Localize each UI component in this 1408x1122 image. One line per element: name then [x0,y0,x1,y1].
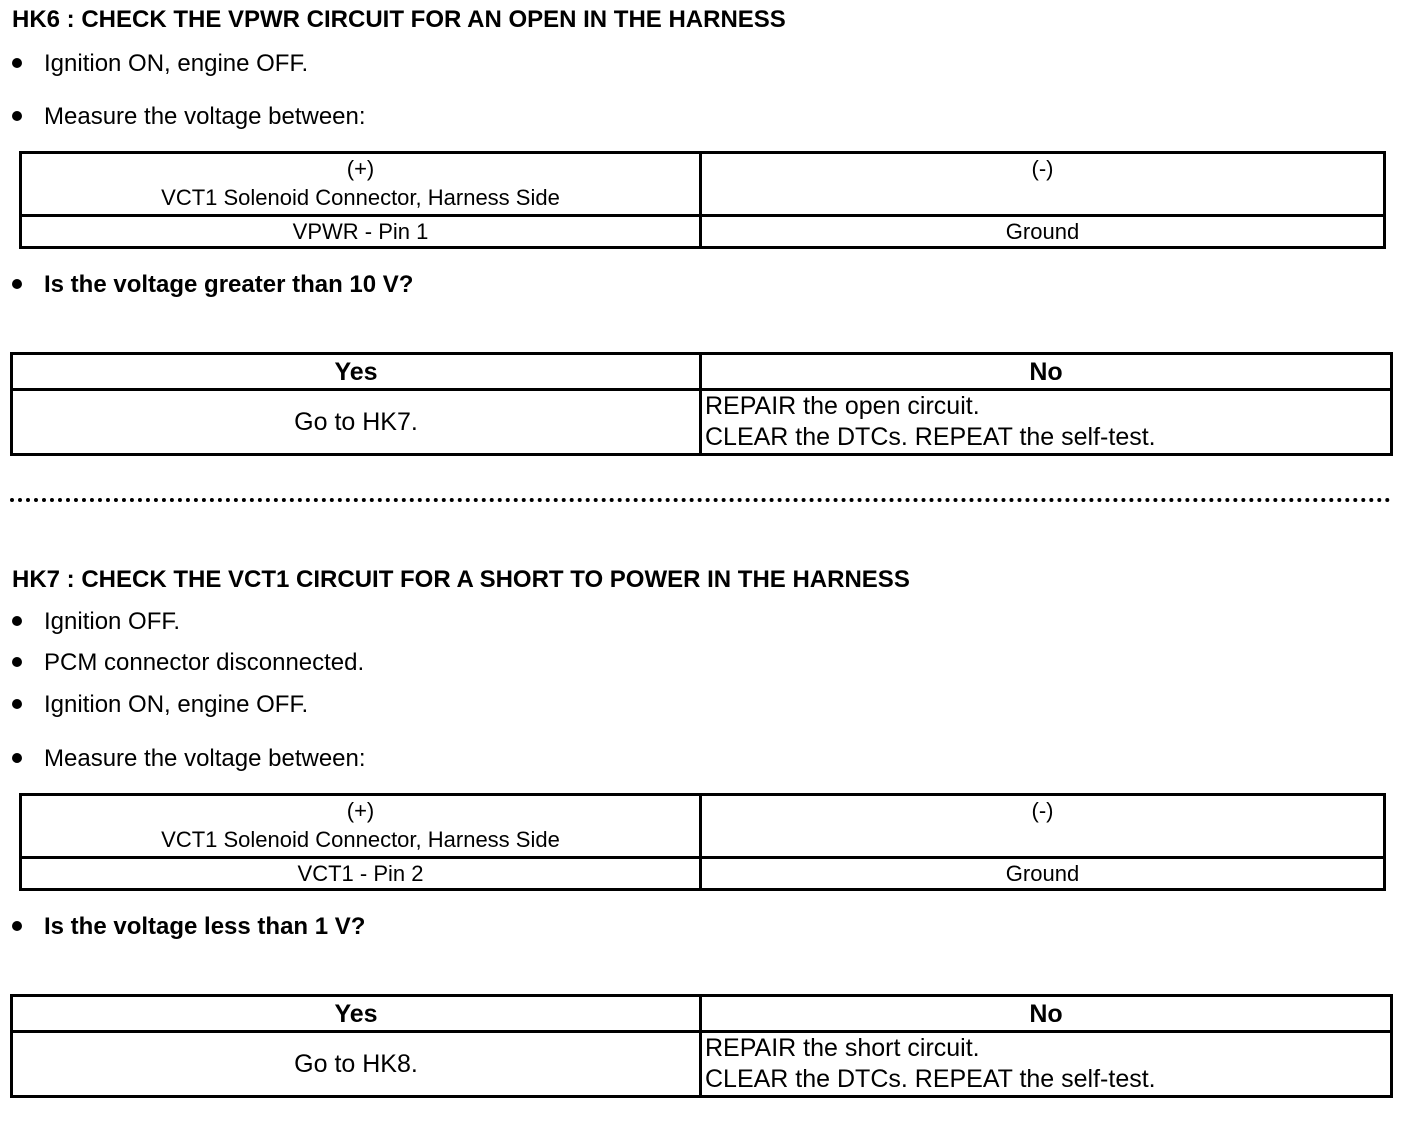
hk7-title: HK7 : CHECK THE VCT1 CIRCUIT FOR A SHORT TO POWER IN THE HARNESS [12,566,910,593]
no-header: No [701,354,1392,390]
hk7-step-2 [12,649,364,677]
hk7-result-table [10,994,1393,1098]
question-text: Is the voltage less than 1 V? [44,913,366,940]
pos-value: VCT1 - Pin 2 [21,858,701,890]
step-text: Measure the voltage between: [44,103,366,130]
section-divider [10,498,1391,502]
pos-header-cell [21,153,701,216]
neg-header: (-) [1031,798,1054,823]
neg-value: Ground [701,858,1385,890]
step-text: PCM connector disconnected. [44,649,365,676]
step-text: Ignition ON, engine OFF. [44,50,309,77]
no-header: No [701,996,1392,1032]
hk6-step-2 [12,103,366,131]
yes-action: Go to HK7. [12,390,701,455]
no-action-line-2: CLEAR the DTCs. REPEAT the self-test. [705,1065,1156,1093]
hk7-step-4 [12,745,366,773]
neg-value: Ground [701,216,1385,248]
no-action-line-2: CLEAR the DTCs. REPEAT the self-test. [705,423,1156,451]
bullet-icon [12,657,22,667]
neg-header-cell [701,795,1385,858]
pos-subheader: VCT1 Solenoid Connector, Harness Side [161,185,560,210]
yes-header: Yes [12,354,701,390]
hk6-result-table [10,352,1393,456]
step-text: Measure the voltage between: [44,745,366,772]
neg-header: (-) [1031,156,1054,181]
step-text: Ignition ON, engine OFF. [44,691,309,718]
hk7-measure-table [19,793,1386,891]
pos-header-cell [21,795,701,858]
hk6-question [12,271,413,299]
question-text: Is the voltage greater than 10 V? [44,271,414,298]
no-action-cell [701,390,1392,455]
hk7-step-3 [12,691,308,719]
step-text: Ignition OFF. [44,608,181,635]
pos-value: VPWR - Pin 1 [21,216,701,248]
bullet-icon [12,279,22,289]
bullet-icon [12,111,22,121]
hk7-question [12,913,365,941]
no-action-cell [701,1032,1392,1097]
hk6-step-1 [12,50,308,78]
hk6-title: HK6 : CHECK THE VPWR CIRCUIT FOR AN OPEN IN THE HARNESS [12,6,786,33]
bullet-icon [12,699,22,709]
bullet-icon [12,58,22,68]
bullet-icon [12,921,22,931]
pos-header: (+) [346,798,375,823]
no-action-line-1: REPAIR the open circuit. [705,392,980,420]
pos-subheader: VCT1 Solenoid Connector, Harness Side [161,827,560,852]
bullet-icon [12,616,22,626]
neg-header-cell [701,153,1385,216]
pos-header: (+) [346,156,375,181]
bullet-icon [12,753,22,763]
no-action-line-1: REPAIR the short circuit. [705,1034,980,1062]
yes-action: Go to HK8. [12,1032,701,1097]
yes-header: Yes [12,996,701,1032]
hk6-measure-table [19,151,1386,249]
hk7-step-1 [12,608,180,636]
